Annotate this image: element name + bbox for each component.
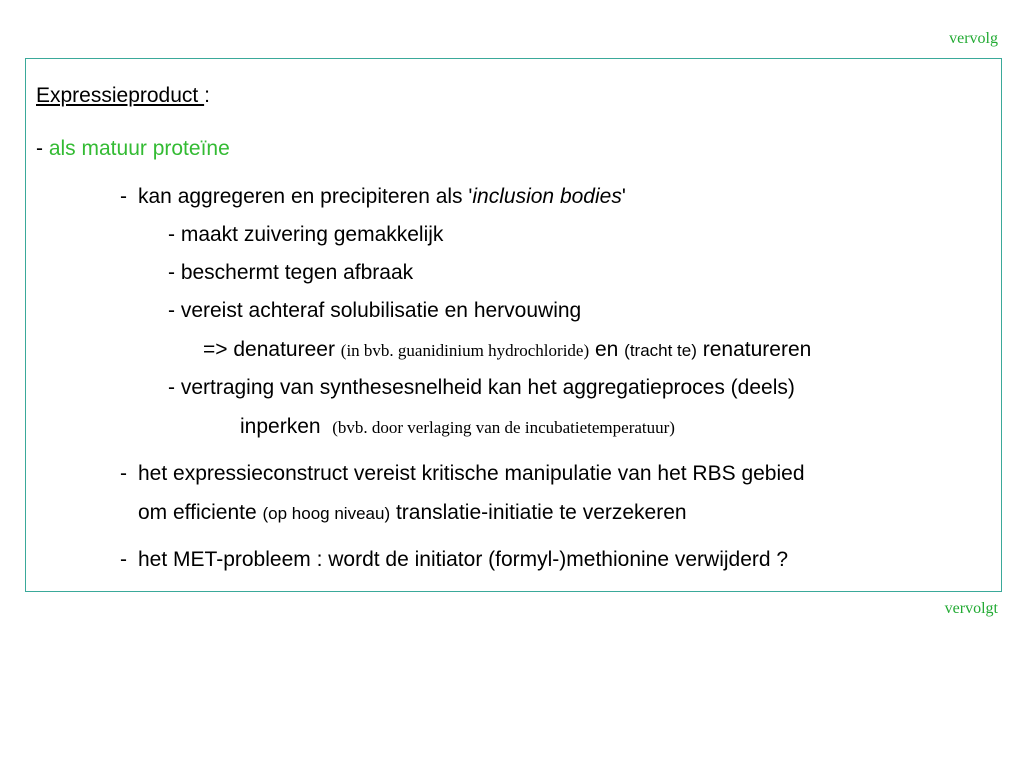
section-heading [36, 137, 230, 161]
sub-item-4: - vertraging van synthesesnelheid kan het aggregatieproces (deels) [168, 376, 795, 399]
sub4-cont-text: inperken [240, 415, 321, 438]
sub-item-2: - beschermt tegen afbraak [168, 261, 414, 284]
sub-item-3: - vereist achteraf solubilisatie en hervouwing [168, 299, 582, 322]
arrow-note1: (in bvb. guanidinium hydrochloride) [340, 341, 590, 360]
section-dash: - [36, 137, 49, 160]
item2-line2-note: (op hoog niveau) [262, 504, 391, 523]
sub4-cont-note: (bvb. door verlaging van de incubatietemperatuur) [332, 418, 675, 437]
arrow-part1: => denatureer [203, 338, 341, 361]
arrow-part3: renatureren [696, 338, 812, 361]
item1-text [138, 185, 626, 209]
sub-item-1: - maakt zuivering gemakkelijk [168, 223, 444, 246]
item1-text-after: ' [621, 185, 626, 208]
title-colon: : [204, 84, 210, 107]
item1-text-before: kan aggregeren en precipiteren als ' [138, 185, 473, 208]
continues-label: vervolgt [944, 600, 998, 617]
item2-line2 [138, 501, 687, 526]
arrow-line [203, 338, 811, 363]
title-text: Expressieproduct [36, 84, 205, 107]
section-label: als matuur proteïne [48, 137, 230, 160]
slide-title [36, 84, 210, 108]
item1-dash: - [120, 185, 127, 208]
item3-text: het MET-probleem : wordt de initiator (formyl-)methionine verwijderd ? [138, 548, 789, 571]
arrow-part2: en [589, 338, 625, 361]
item2-dash: - [120, 462, 127, 485]
item2-line2-after: translatie-initiatie te verzekeren [390, 501, 687, 524]
item2-line2-before: om efficiente [138, 501, 263, 524]
item2-line1: het expressieconstruct vereist kritische manipulatie van het RBS gebied [138, 462, 805, 485]
sub-item-4-continuation [240, 415, 675, 440]
item1-italic: inclusion bodies [472, 185, 622, 208]
item3-dash: - [120, 548, 127, 571]
continued-label: vervolg [949, 30, 998, 47]
arrow-note2: (tracht te) [624, 341, 697, 360]
